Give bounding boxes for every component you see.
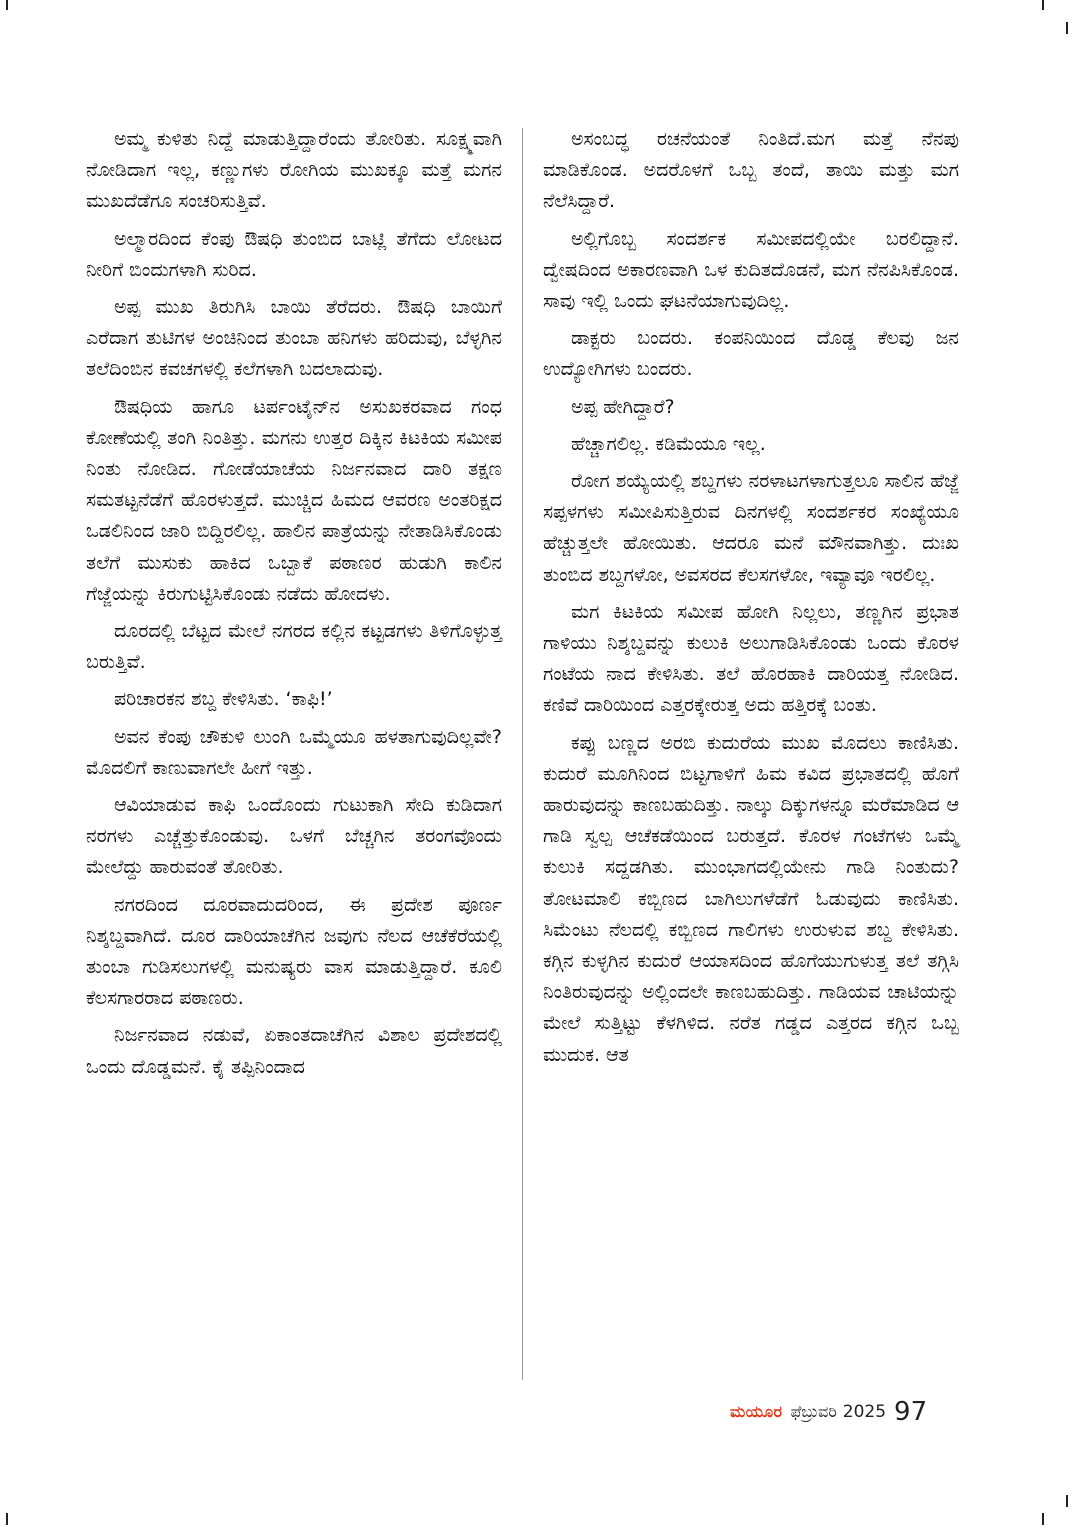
paragraph: ಅಮ್ಮ ಕುಳಿತು ನಿದ್ದೆ ಮಾಡುತ್ತಿದ್ದಾರೆಂದು ತೋರಿತು. ಸೂಕ್ಷ್ಮವಾಗಿ ನೋಡಿದಾಗ ಇಲ್ಲ, ಕಣ್ಣುಗಳು ರೋಗಿಯ ಮುಖಕ್ಕೂ ಮತ್ತೆ ಮಗನ ಮುಖದೆಡೆಗೂ ಸಂಚರಿಸುತ್ತಿವೆ. xyxy=(86,128,502,213)
crop-mark xyxy=(1042,0,1044,10)
paragraph: ಔಷಧಿಯ ಹಾಗೂ ಟರ್ಪಂಟೈನ್‌ನ ಅಸುಖಕರವಾದ ಗಂಧ ಕೋಣೆಯಲ್ಲಿ ತಂಗಿ ನಿಂತಿತ್ತು. ಮಗನು ಉತ್ತರ ದಿಕ್ಕಿನ ಕಿಟಕಿಯ ಸಮೀಪ ನಿಂತು ನೋಡಿದ. ಗೋಡೆಯಾಚೆಯ ನಿರ್ಜನವಾದ ದಾರಿ ತಕ್ಷಣ ಸಮತಟ್ಟನೆಡೆಗೆ ಹೊರಳುತ್ತದೆ. ಮುಚ್ಚಿದ ಹಿಮದ ಆವರಣ ಅಂತರಿಕ್ಷದ ಒಡಲಿನಿಂದ ಜಾರಿ ಬಿದ್ದಿರಲಿಲ್ಲ. ಹಾಲಿನ ಪಾತ್ರೆಯನ್ನು ನೇತಾಡಿಸಿಕೊಂಡು ತಲೆಗೆ ಮುಸುಕು ಹಾಕಿದ ಒಬ್ಬಾಕೆ ಪಠಾಣರ ಹುಡುಗಿ ಕಾಲಿನ ಗೆಜ್ಜೆಯನ್ನು ಕಿರುಗುಟ್ಟಿಸಿಕೊಂಡು ನಡೆದು ಹೋದಳು. xyxy=(86,395,502,605)
paragraph: ಅಸಂಬದ್ಧ ರಚನೆಯಂತೆ ನಿಂತಿದೆ.ಮಗ ಮತ್ತೆ ನೆನಪು ಮಾಡಿಕೊಂಡ. ಅದರೊಳಗೆ ಒಬ್ಬ ತಂದೆ, ತಾಯಿ ಮತ್ತು ಮಗ ನೆಲೆಸಿದ್ದಾರೆ. xyxy=(543,128,959,213)
paragraph: ಕಪ್ಪು ಬಣ್ಣದ ಅರಬಿ ಕುದುರೆಯ ಮುಖ ಮೊದಲು ಕಾಣಿಸಿತು. ಕುದುರೆ ಮೂಗಿನಿಂದ ಬಿಟ್ಟಗಾಳಿಗೆ ಹಿಮ ಕವಿದ ಪ್ರಭಾತದಲ್ಲಿ ಹೊಗೆ ಹಾರುವುದನ್ನು ಕಾಣಬಹುದಿತ್ತು. ನಾಲ್ಕು ದಿಕ್ಕುಗಳನ್ನೂ ಮರೆಮಾಡಿದ ಆ ಗಾಡಿ ಸ್ವಲ್ಪ ಆಚೆಕಡೆಯಿಂದ ಬರುತ್ತದೆ. ಕೊರಳ ಗಂಟೆಗಳು ಒಮ್ಮೆ ಕುಲುಕಿ ಸದ್ದಡಗಿತು. ಮುಂಭಾಗದಲ್ಲಿಯೇನು ಗಾಡಿ ನಿಂತುದು? ತೋಟಮಾಲಿ ಕಬ್ಬಿಣದ ಬಾಗಿಲುಗಳೆಡೆಗೆ ಓಡುವುದು ಕಾಣಿಸಿತು. ಸಿಮೆಂಟು ನೆಲದಲ್ಲಿ ಕಬ್ಬಿಣದ ಗಾಲಿಗಳು ಉರುಳುವ ಶಬ್ದ ಕೇಳಿಸಿತು. ಕಗ್ಗಿನ ಕುಳ್ಳಗಿನ ಕುದುರೆ ಆಯಾಸದಿಂದ ಹೊಗೆಯುಗುಳುತ್ತ ತಲೆ ತಗ್ಗಿಸಿ ನಿಂತಿರುವುದನ್ನು ಅಲ್ಲಿಂದಲೇ ಕಾಣಬಹುದಿತ್ತು. ಗಾಡಿಯವ ಚಾಟಿಯನ್ನು ಮೇಲೆ ಸುತ್ತಿಟ್ಟು ಕೆಳಗಿಳಿದ. ನರೆತ ಗಡ್ಡದ ಎತ್ತರದ ಕಗ್ಗಿನ ಒಬ್ಬ ಮುದುಕ. ಆತ xyxy=(543,731,959,1066)
left-text-column xyxy=(86,124,502,1089)
page-footer xyxy=(730,1392,970,1432)
paragraph: ದೂರದಲ್ಲಿ ಬೆಟ್ಟದ ಮೇಲೆ ನಗರದ ಕಲ್ಲಿನ ಕಟ್ಟಡಗಳು ತಿಳಿಗೊಳ್ಳುತ್ತ ಬರುತ್ತಿವೆ. xyxy=(86,620,502,674)
paragraph: ಆವಿಯಾಡುವ ಕಾಫಿ ಒಂದೊಂದು ಗುಟುಕಾಗಿ ಸೇದಿ ಕುಡಿದಾಗ ನರಗಳು ಎಚ್ಚೆತ್ತುಕೊಂಡುವು. ಒಳಗೆ ಬೆಚ್ಚಗಿನ ತರಂಗವೊಂದು ಮೇಲೆದ್ದು ಹಾರುವಂತೆ ತೋರಿತು. xyxy=(86,794,502,879)
paragraph: ಅಪ್ಪ ಹೇಗಿದ್ದಾರೆ? xyxy=(571,395,675,418)
paragraph: ಪರಿಚಾರಕನ ಶಬ್ದ ಕೇಳಿಸಿತು. ‘ಕಾಫಿ!’ xyxy=(114,688,333,711)
paragraph: ಅಲ್ಲಿಗೊಬ್ಬ ಸಂದರ್ಶಕ ಸಮೀಪದಲ್ಲಿಯೇ ಬರಲಿದ್ದಾನೆ. ದ್ವೇಷದಿಂದ ಅಕಾರಣವಾಗಿ ಒಳ ಕುದಿತದೊಡನೆ, ಮಗ ನೆನಪಿಸಿಕೊಂಡ. ಸಾವು ಇಲ್ಲಿ ಒಂದು ಘಟನೆಯಾಗುವುದಿಲ್ಲ. xyxy=(543,227,959,313)
crop-mark xyxy=(6,1513,8,1525)
paragraph: ಹೆಚ್ಚಾಗಲಿಲ್ಲ. ಕಡಿಮೆಯೂ ಇಲ್ಲ. xyxy=(571,432,766,455)
crop-mark xyxy=(1066,1495,1068,1507)
paragraph: ನಿರ್ಜನವಾದ ನಡುವೆ, ಏಕಾಂತದಾಚೆಗಿನ ವಿಶಾಲ ಪ್ರದೇಶದಲ್ಲಿ ಒಂದು ದೊಡ್ಡಮನೆ. ಕೈ ತಪ್ಪಿನಿಂದಾದ xyxy=(86,1024,502,1078)
issue-month: ಫೆಬ್ರುವರಿ xyxy=(790,1402,837,1421)
paragraph: ಅಲ್ಮಾರದಿಂದ ಕೆಂಪು ಔಷಧಿ ತುಂಬಿದ ಬಾಟ್ಲಿ ತೆಗೆದು ಲೋಟದ ನೀರಿಗೆ ಬಿಂದುಗಳಾಗಿ ಸುರಿದ. xyxy=(86,227,502,281)
page-number: 97 xyxy=(894,1397,928,1427)
magazine-logo: ಮಯೂರ xyxy=(730,1402,783,1421)
crop-mark xyxy=(1066,22,1068,34)
paragraph: ಮಗ ಕಿಟಕಿಯ ಸಮೀಪ ಹೋಗಿ ನಿಲ್ಲಲು, ತಣ್ಣಗಿನ ಪ್ರಭಾತ ಗಾಳಿಯು ನಿಶ್ಶಬ್ದವನ್ನು ಕುಲುಕಿ ಅಲುಗಾಡಿಸಿಕೊಂಡು ಒಂದು ಕೊರಳ ಗಂಟೆಯ ನಾದ ಕೇಳಿಸಿತು. ತಲೆ ಹೊರಹಾಕಿ ದಾರಿಯತ್ತ ನೋಡಿದ. ಕಣಿವೆ ದಾರಿಯಿಂದ ಎತ್ತರಕ್ಕೇರುತ್ತ ಅದು ಹತ್ತಿರಕ್ಕೆ ಬಂತು. xyxy=(543,600,959,717)
crop-mark xyxy=(1042,1513,1044,1525)
paragraph: ನಗರದಿಂದ ದೂರವಾದುದರಿಂದ, ಈ ಪ್ರದೇಶ ಪೂರ್ಣ ನಿಶ್ಶಬ್ದವಾಗಿದೆ. ದೂರ ದಾರಿಯಾಚೆಗಿನ ಜವುಗು ನೆಲದ ಆಚೆಕೆರೆಯಲ್ಲಿ ತುಂಬಾ ಗುಡಿಸಲುಗಳಲ್ಲಿ ಮನುಷ್ಯರು ವಾಸ ಮಾಡುತ್ತಿದ್ದಾರೆ. ಕೂಲಿ ಕೆಲಸಗಾರರಾದ ಪಠಾಣರು. xyxy=(86,893,502,1010)
issue-year: 2025 xyxy=(842,1402,887,1422)
paragraph: ಡಾಕ್ಟರು ಬಂದರು. ಕಂಪನಿಯಿಂದ ದೊಡ್ಡ ಕೆಲವು ಜನ ಉದ್ಯೋಗಿಗಳು ಬಂದರು. xyxy=(543,327,959,381)
paragraph: ರೋಗ ಶಯ್ಯೆಯಲ್ಲಿ ಶಬ್ದಗಳು ನರಳಾಟಗಳಾಗುತ್ತಲೂ ಸಾಲಿನ ಹೆಜ್ಜೆ ಸಪ್ಪಳಗಳು ಸಮೀಪಿಸುತ್ತಿರುವ ದಿನಗಳಲ್ಲಿ ಸಂದರ್ಶಕರ ಸಂಖ್ಯೆಯೂ ಹೆಚ್ಚುತ್ತಲೇ ಹೋಯಿತು. ಆದರೂ ಮನೆ ಮೌನವಾಗಿತ್ತು. ದುಃಖ ತುಂಬಿದ ಶಬ್ದಗಳೋ, ಅವಸರದ ಕೆಲಸಗಳೋ, ಇವ್ಯಾವೂ ಇರಲಿಲ್ಲ. xyxy=(543,470,959,586)
right-text-column xyxy=(543,124,959,1077)
crop-mark xyxy=(6,0,8,10)
paragraph: ಅಪ್ಪ ಮುಖ ತಿರುಗಿಸಿ ಬಾಯಿ ತೆರೆದರು. ಔಷಧಿ ಬಾಯಿಗೆ ಎರೆದಾಗ ತುಟಿಗಳ ಅಂಚಿನಿಂದ ತುಂಬಾ ಹನಿಗಳು ಹರಿದುವು, ಬೆಳ್ಳಗಿನ ತಲೆದಿಂಬಿನ ಕವಚಗಳಲ್ಲಿ ಕಲೆಗಳಾಗಿ ಬದಲಾದುವು. xyxy=(86,296,502,381)
column-divider xyxy=(522,128,523,1380)
paragraph: ಅವನ ಕೆಂಪು ಚೌಕುಳಿ ಲುಂಗಿ ಒಮ್ಮೆಯೂ ಹಳತಾಗುವುದಿಲ್ಲವೇ? ಮೊದಲಿಗೆ ಕಾಣುವಾಗಲೇ ಹೀಗೆ ಇತ್ತು. xyxy=(86,725,502,779)
